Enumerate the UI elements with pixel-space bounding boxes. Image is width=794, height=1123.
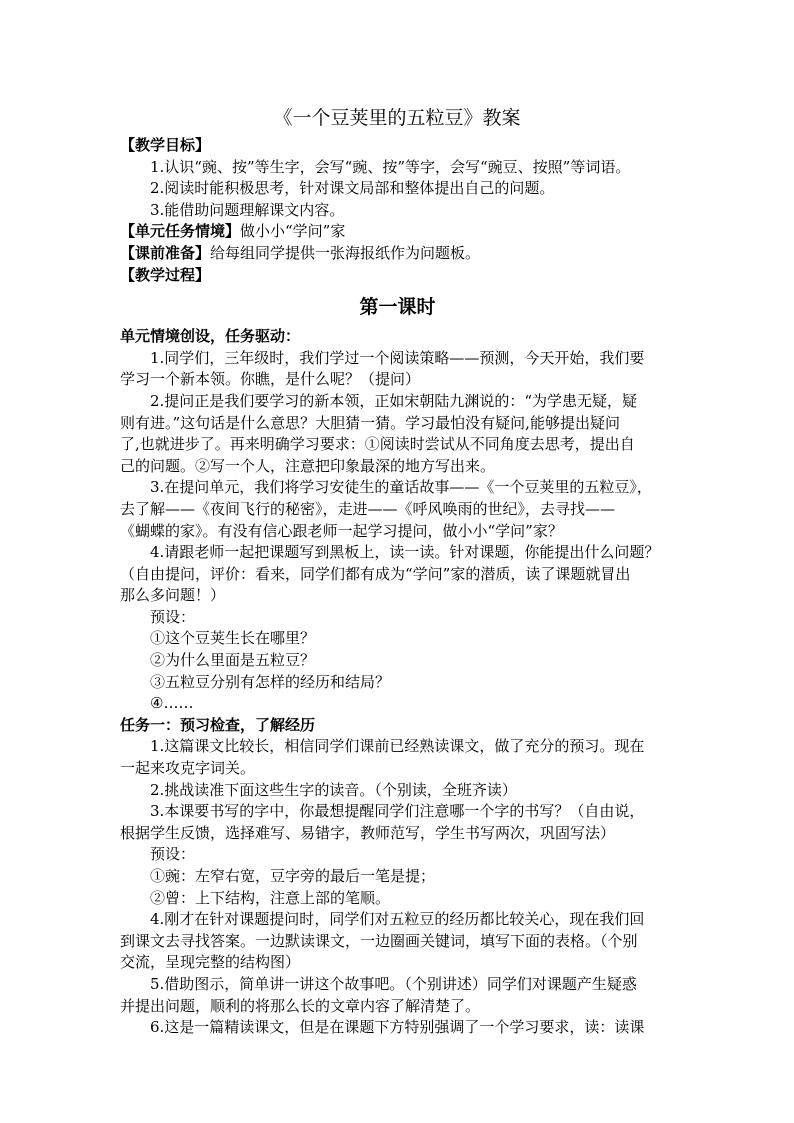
paragraph-line: 则有进。”这句话是什么意思？大胆猜一猜。学习最怕没有疑问,能够提出疑问: [120, 413, 620, 432]
process-heading: 【教学过程】: [120, 265, 211, 284]
prep-text: 给每组同学提供一张海报纸作为问题板。: [210, 243, 481, 262]
paragraph-line: 3.在提问单元，我们将学习安徒生的童话故事——《一个豆荚里的五粒豆》，: [150, 478, 652, 497]
paragraph-line: 4.请跟老师一起把课题写到黑板上，读一读。针对课题，你能提出什么问题？: [150, 543, 660, 562]
paragraph-line: 去了解——《夜间飞行的秘密》，走进——《呼风唤雨的世纪》，去寻找——: [120, 499, 616, 518]
goal-item: 1.认识“豌、按”等生字，会写“豌、按”等字，会写“豌豆、按照”等词语。: [150, 157, 631, 176]
paragraph-line: 交流，呈现完整的结构图）: [120, 953, 301, 972]
paragraph-line: 己的问题。②写一个人，注意把印象最深的地方写出来。: [120, 456, 496, 475]
unit-task-line: [120, 221, 675, 243]
paragraph-line: 3.本课要书写的字中，你最想提醒同学们注意哪一个字的书写？（自由说，: [150, 802, 645, 821]
paragraph-line: 6.这是一篇精读课文，但是在课题下方特别强调了一个学习要求，读：读课: [150, 1018, 645, 1037]
prep-heading: 【课前准备】: [120, 243, 211, 262]
goal-item: 3.能借助问题理解课文内容。: [150, 200, 345, 219]
goal-item: 2.阅读时能积极思考，针对课文局部和整体提出自己的问题。: [150, 179, 555, 198]
preset-label: 预设：: [150, 845, 196, 864]
document-body: [120, 135, 675, 1039]
unit-task-text: 做小小“学问”家: [240, 222, 346, 241]
paragraph-line: 了,也就进步了。再来明确学习要求：①阅读时尝试从不同角度去思考，提出自: [120, 435, 635, 454]
paragraph-line: 学习一个新本领。你瞧，是什么呢？（提问）: [120, 370, 421, 389]
section-heading: 单元情境创设，任务驱动：: [120, 327, 301, 346]
preset-item: ②曾：上下结构，注意上部的笔顺。: [150, 888, 391, 907]
paragraph-line: 并提出问题，顺利的将那么长的文章内容了解清楚了。: [120, 996, 481, 1015]
unit-task-heading: 【单元任务情境】: [120, 222, 241, 241]
paragraph-line: 根据学生反馈，选择难写、易错字，教师范写，学生书写两次，巩固写法）: [120, 823, 616, 842]
preset-item: ①这个豆荚生长在哪里？: [150, 629, 316, 648]
preset-item: ①豌：左窄右宽，豆字旁的最后一笔是提；: [150, 867, 436, 885]
prep-line: [120, 243, 675, 265]
section-heading: 任务一：预习检查，了解经历: [120, 715, 316, 734]
paragraph-line: 5.借助图示，简单讲一讲这个故事吧。（个别讲述）同学们对课题产生疑惑: [150, 974, 637, 993]
paragraph-line: 2.提问正是我们要学习的新本领，正如宋朝陆九渊说的：“为学患无疑，疑: [150, 391, 637, 410]
paragraph-line: 1.同学们，三年级时，我们学过一个阅读策略——预测，今天开始，我们要: [150, 348, 645, 367]
paragraph-line: 《蝴蝶的家》。有没有信心跟老师一起学习提问，做小小“学问”家？: [120, 521, 563, 540]
preset-item: ②为什么里面是五粒豆？: [150, 651, 316, 670]
paragraph-line: （自由提问，评价：看来，同学们都有成为“学问”家的潜质，读了课题就冒出: [120, 564, 631, 583]
preset-item: ④……: [150, 694, 194, 713]
lesson-title: 第一课时: [359, 296, 436, 319]
paragraph-line: 一起来攻克字词关。: [120, 759, 256, 778]
teaching-goals-heading: 【教学目标】: [120, 136, 211, 154]
paragraph-line: 那么多问题！）: [120, 586, 226, 605]
paragraph-line: 到课文去寻找答案。一边默读课文，一边圈画关键词，填写下面的表格。（个别: [120, 931, 638, 950]
document-title: 《一个豆荚里的五粒豆》教案: [273, 107, 521, 129]
preset-item: ③五粒豆分别有怎样的经历和结局？: [150, 672, 391, 691]
paragraph-line: 2.挑战读准下面这些生字的读音。（个别读，全班齐读）: [150, 780, 517, 799]
preset-label: 预设：: [150, 607, 196, 626]
paragraph-line: 4.刚才在针对课题提问时，同学们对五粒豆的经历都比较关心，现在我们回: [150, 910, 645, 929]
paragraph-line: 1.这篇课文比较长，相信同学们课前已经熟读课文，做了充分的预习。现在: [150, 737, 645, 756]
